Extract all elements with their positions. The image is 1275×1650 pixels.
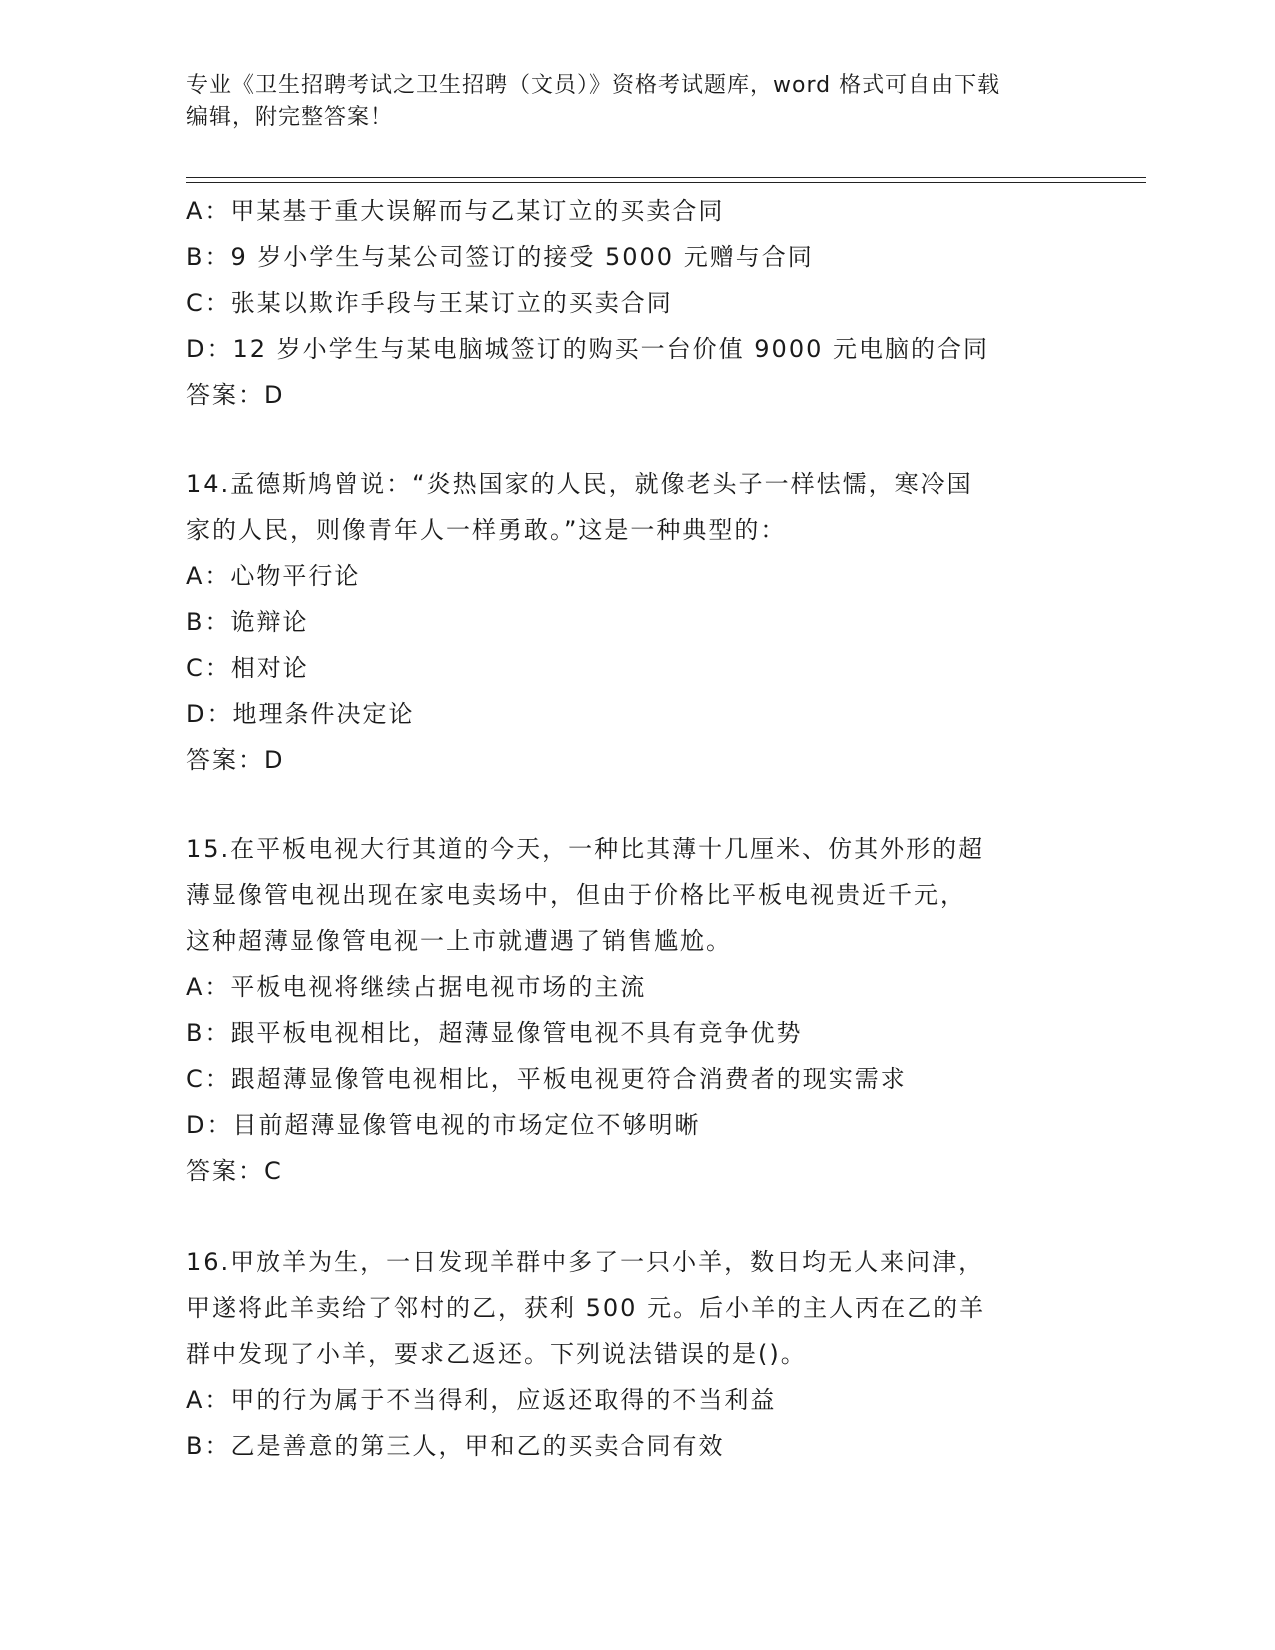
option-b: B：9 岁小学生与某公司签订的接受 5000 元赠与合同	[186, 243, 814, 271]
header-title-line-1: 专业《卫生招聘考试之卫生招聘（文员）》资格考试题库，word 格式可自由下载	[186, 73, 1001, 98]
header-divider-top	[186, 177, 1146, 178]
option-a: A：平板电视将继续占据电视市场的主流	[186, 973, 647, 1001]
option-a: A：甲某基于重大误解而与乙某订立的买卖合同	[186, 197, 725, 225]
question-stem-line: 这种超薄显像管电视一上市就遭遇了销售尴尬。	[186, 927, 732, 955]
spacer	[186, 418, 1086, 461]
option-d: D：12 岁小学生与某电脑城签订的购买一台价值 9000 元电脑的合同	[186, 335, 989, 363]
question-stem-line: 薄显像管电视出现在家电卖场中，但由于价格比平板电视贵近千元，	[186, 881, 966, 909]
answer-line: 答案：D	[186, 746, 285, 774]
question-stem-line: 15.在平板电视大行其道的今天，一种比其薄十几厘米、仿其外形的超	[186, 835, 985, 863]
question-stem-line: 甲遂将此羊卖给了邻村的乙，获利 500 元。后小羊的主人丙在乙的羊	[186, 1294, 986, 1322]
question-list	[186, 188, 1086, 1469]
option-b: B：乙是善意的第三人，甲和乙的买卖合同有效	[186, 1432, 725, 1460]
option-c: C：相对论	[186, 654, 309, 682]
header-title-line-2: 编辑，附完整答案！	[186, 105, 394, 130]
question-15	[186, 826, 1086, 1194]
document-header	[186, 70, 1086, 134]
option-b: B：跟平板电视相比，超薄显像管电视不具有竞争优势	[186, 1019, 803, 1047]
spacer	[186, 783, 1086, 826]
header-divider-bottom	[186, 182, 1146, 183]
option-d: D：地理条件决定论	[186, 700, 415, 728]
option-c: C：张某以欺诈手段与王某订立的买卖合同	[186, 289, 673, 317]
answer-line: 答案：C	[186, 1157, 283, 1185]
option-c: C：跟超薄显像管电视相比，平板电视更符合消费者的现实需求	[186, 1065, 907, 1093]
option-a: A：心物平行论	[186, 562, 361, 590]
question-14	[186, 461, 1086, 783]
question-13	[186, 188, 1086, 418]
answer-line: 答案：D	[186, 381, 285, 409]
option-d: D：目前超薄显像管电视的市场定位不够明晰	[186, 1111, 701, 1139]
question-stem-line: 家的人民，则像青年人一样勇敢。”这是一种典型的：	[186, 516, 787, 544]
question-stem-line: 16.甲放羊为生，一日发现羊群中多了一只小羊，数日均无人来问津，	[186, 1248, 985, 1276]
question-stem-line: 14.孟德斯鸠曾说：“炎热国家的人民，就像老头子一样怯懦，寒冷国	[186, 470, 973, 498]
option-b: B：诡辩论	[186, 608, 309, 636]
option-a: A：甲的行为属于不当得利，应返还取得的不当利益	[186, 1386, 777, 1414]
spacer	[186, 1194, 1086, 1239]
question-stem-line: 群中发现了小羊，要求乙返还。下列说法错误的是()。	[186, 1340, 807, 1368]
question-16	[186, 1239, 1086, 1469]
